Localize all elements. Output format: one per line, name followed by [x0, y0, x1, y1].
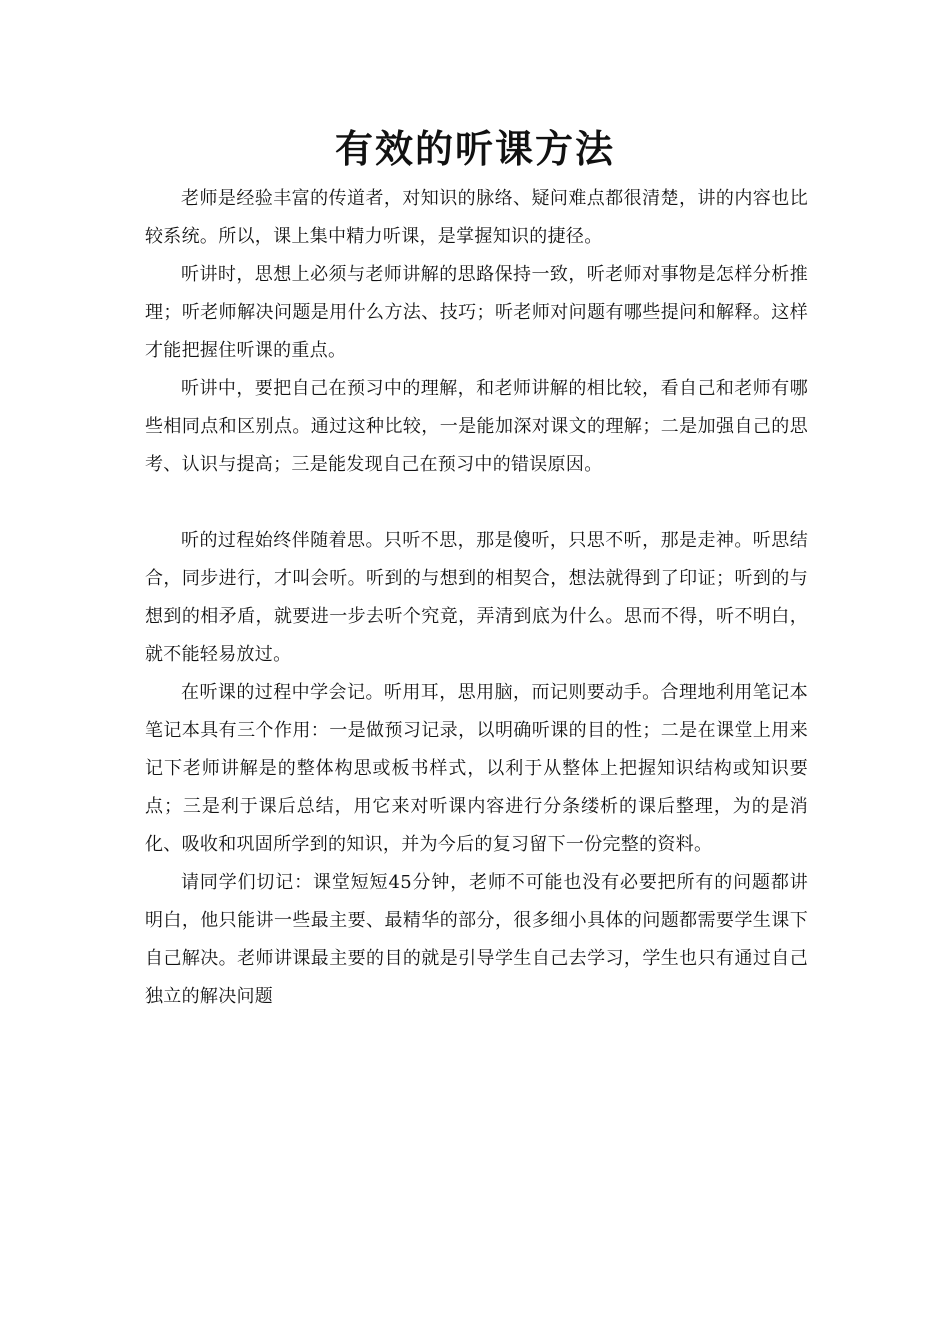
- paragraph-6: 请同学们切记：课堂短短45分钟，老师不可能也没有必要把所有的问题都讲明白，他只能讲一些最主要、最精华的部分，很多细小具体的问题都需要学生课下自己解决。老师讲课最主要的目的就是引导学生自己去学习，学生也只有通过自己独立的解决问题: [145, 872, 808, 1007]
- paragraph-5: 在听课的过程中学会记。听用耳，思用脑，而记则要动手。合理地利用笔记本笔记本具有三个作用：一是做预习记录，以明确听课的目的性；二是在课堂上用来记下老师讲解是的整体构思或板书样式，以利于从整体上把握知识结构或知识要点；三是利于课后总结，用它来对听课内容进行分条缕析的课后整理，为的是消化、吸收和巩固所学到的知识，并为今后的复习留下一份完整的资料。: [145, 682, 808, 855]
- paragraph-4: 听的过程始终伴随着思。只听不思，那是傻听，只思不听，那是走神。听思结合，同步进行，才叫会听。听到的与想到的相契合，想法就得到了印证；听到的与想到的相矛盾，就要进一步去听个究竟，弄清到底为什么。思而不得，听不明白，就不能轻易放过。: [145, 530, 808, 665]
- paragraph-1: 老师是经验丰富的传道者，对知识的脉络、疑问难点都很清楚，讲的内容也比较系统。所以，课上集中精力听课，是掌握知识的捷径。: [145, 188, 808, 247]
- document-body: [145, 180, 808, 1016]
- paragraph-spacer: [145, 484, 808, 522]
- paragraph-3: 听讲中，要把自己在预习中的理解，和老师讲解的相比较，看自己和老师有哪些相同点和区别点。通过这种比较，一是能加深对课文的理解；二是加强自己的思考、认识与提高；三是能发现自己在预习中的错误原因。: [145, 378, 808, 475]
- paragraph-2: 听讲时，思想上必须与老师讲解的思路保持一致，听老师对事物是怎样分析推理；听老师解决问题是用什么方法、技巧；听老师对问题有哪些提问和解释。这样才能把握住听课的重点。: [145, 264, 808, 361]
- document-title: 有效的听课方法: [334, 127, 615, 171]
